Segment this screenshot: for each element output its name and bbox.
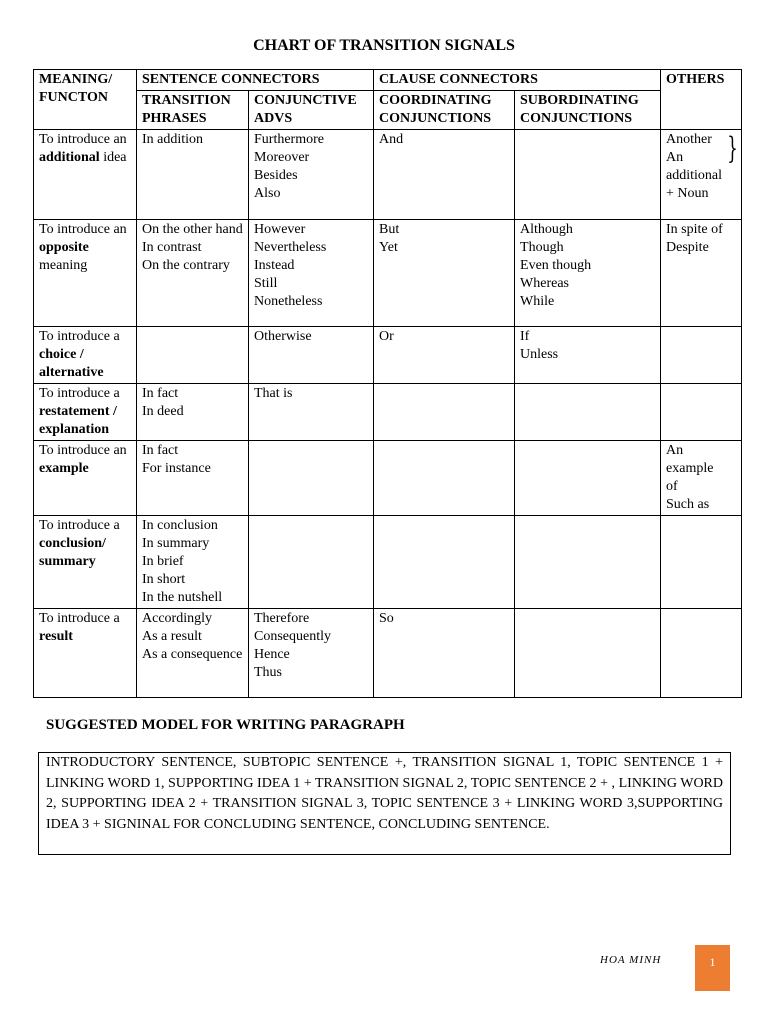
conjunctive-adverb: Hence [254, 647, 290, 662]
conjunctive-adverb: Besides [254, 168, 298, 183]
other-signal-cell [661, 220, 742, 327]
other-signal-cell [661, 441, 742, 516]
other-signal: An [666, 150, 684, 165]
transition-phrase: In fact [142, 443, 179, 458]
other-signal: An [666, 443, 684, 458]
coordinating-conjunction: But [379, 222, 400, 237]
coordinating-conjunction: So [379, 611, 394, 626]
page-number-badge [695, 945, 730, 991]
other-signal: Such as [666, 497, 710, 512]
meaning-prefix: To introduce an [39, 132, 127, 147]
meaning-prefix: To introduce a [39, 329, 120, 344]
meaning-keyword: example [39, 461, 89, 476]
table-row [34, 516, 742, 609]
meaning-cell [34, 220, 137, 327]
meaning-prefix: To introduce a [39, 518, 120, 533]
transition-phrase: As a result [142, 629, 202, 644]
transition-phrase: On the contrary [142, 258, 230, 273]
conjunctive-adverb: Instead [254, 258, 295, 273]
conjunctive-adverb: Moreover [254, 150, 310, 165]
subordinating-conjunction: Unless [520, 347, 559, 362]
table-row [34, 609, 742, 698]
coordinating-conjunction-cell [374, 130, 515, 220]
transition-phrase-cell [137, 516, 249, 609]
meaning-suffix: meaning [39, 258, 88, 273]
header-coordinating: COORDINATING CONJUNCTIONS [374, 91, 515, 130]
transition-phrase: In summary [142, 536, 210, 551]
meaning-keyword: choice / alternative [39, 347, 104, 380]
subordinating-conjunction: Although [520, 222, 573, 237]
page-number: 1 [709, 955, 716, 969]
other-signal-cell [661, 384, 742, 441]
coordinating-conjunction-cell [374, 516, 515, 609]
transition-phrase: For instance [142, 461, 211, 476]
meaning-keyword: restatement / explanation [39, 404, 117, 437]
coordinating-conjunction-cell [374, 609, 515, 698]
conjunctive-adverb-cell [249, 130, 374, 220]
other-signal: of [666, 479, 678, 494]
subordinating-conjunction: Though [520, 240, 564, 255]
other-signal: Despite [666, 240, 709, 255]
subordinating-conjunction: Whereas [520, 276, 569, 291]
other-signal: example [666, 461, 714, 476]
conjunctive-adverb: Nonetheless [254, 294, 323, 309]
transition-phrase: In the nutshell [142, 590, 223, 605]
other-signal: + Noun [666, 186, 709, 201]
header-transition-phrases: TRANSITION PHRASES [137, 91, 249, 130]
table-row [34, 327, 742, 384]
other-signal-cell [661, 130, 742, 220]
meaning-cell [34, 384, 137, 441]
coordinating-conjunction-cell [374, 327, 515, 384]
other-signal: In spite of [666, 222, 723, 237]
other-signal-cell [661, 516, 742, 609]
footer-author: HOA MINH [600, 954, 662, 966]
conjunctive-adverb: Still [254, 276, 278, 291]
coordinating-conjunction-cell [374, 220, 515, 327]
conjunctive-adverb-cell [249, 516, 374, 609]
coordinating-conjunction-cell [374, 384, 515, 441]
meaning-prefix: To introduce an [39, 222, 127, 237]
conjunctive-adverb: Otherwise [254, 329, 312, 344]
transition-phrase: In conclusion [142, 518, 218, 533]
subordinating-conjunction-cell [515, 609, 661, 698]
coordinating-conjunction: Yet [379, 240, 398, 255]
meaning-prefix: To introduce a [39, 386, 120, 401]
transition-phrase: In deed [142, 404, 184, 419]
transition-phrase: As a consequence [142, 647, 243, 662]
transition-phrase-cell [137, 220, 249, 327]
meaning-cell [34, 516, 137, 609]
transition-phrase: In short [142, 572, 186, 587]
header-conjunctive-advs: CONJUNCTIVE ADVS [249, 91, 374, 130]
transition-phrase-cell [137, 327, 249, 384]
model-paragraph-text: INTRODUCTORY SENTENCE, SUBTOPIC SENTENCE +, TRANSITION SIGNAL 1, TOPIC SENTENCE 1 + LINKING WORD 1, SUPPORTING IDEA 1 + TRANSITION SIGNAL 2, TOPIC SENTENCE 2 + , LINKING WORD 2, SUPPORTING IDEA 2 + TRANSITION SIGNAL 3, TOPIC SENTENCE 3 + LINKING WORD 3,SUPPORTING IDEA 3 + SIGNINAL FOR CONCLUDING SENTENCE, CONCLUDING SENTENCE. [46, 755, 723, 832]
header-meaning: MEANING/ FUNCTON [34, 70, 137, 130]
subordinating-conjunction: If [520, 329, 530, 344]
header-others: OTHERS [661, 70, 742, 130]
subordinating-conjunction-cell [515, 384, 661, 441]
coordinating-conjunction: And [379, 132, 404, 147]
page-title: CHART OF TRANSITION SIGNALS [253, 37, 515, 54]
table-row [34, 441, 742, 516]
meaning-keyword: additional [39, 150, 100, 165]
transition-phrase: In fact [142, 386, 179, 401]
meaning-keyword: conclusion/ summary [39, 536, 106, 569]
conjunctive-adverb-cell [249, 220, 374, 327]
transition-phrase: In brief [142, 554, 184, 569]
subordinating-conjunction-cell [515, 327, 661, 384]
header-subordinating: SUBORDINATING CONJUNCTIONS [515, 91, 661, 130]
meaning-prefix: To introduce a [39, 611, 120, 626]
other-signal-cell [661, 609, 742, 698]
curly-brace-icon: } [727, 131, 738, 166]
conjunctive-adverb: However [254, 222, 306, 237]
other-signal: additional [666, 168, 723, 183]
transition-phrase: Accordingly [142, 611, 212, 626]
conjunctive-adverb: Also [254, 186, 281, 201]
subordinating-conjunction-cell [515, 130, 661, 220]
meaning-cell [34, 609, 137, 698]
conjunctive-adverb: Nevertheless [254, 240, 327, 255]
meaning-cell [34, 441, 137, 516]
meaning-cell [34, 327, 137, 384]
conjunctive-adverb: Furthermore [254, 132, 324, 147]
subordinating-conjunction-cell [515, 220, 661, 327]
transition-phrase-cell [137, 384, 249, 441]
conjunctive-adverb-cell [249, 609, 374, 698]
meaning-prefix: To introduce an [39, 443, 127, 458]
other-signal: Another [666, 132, 712, 147]
table-row [34, 384, 742, 441]
subordinating-conjunction: While [520, 294, 555, 309]
conjunctive-adverb-cell [249, 327, 374, 384]
conjunctive-adverb: Thus [254, 665, 282, 680]
transition-phrase-cell [137, 441, 249, 516]
transition-signals-table [33, 69, 742, 698]
subordinating-conjunction: Even though [520, 258, 592, 273]
coordinating-conjunction-cell [374, 441, 515, 516]
header-clause-connectors: CLAUSE CONNECTORS [374, 70, 661, 91]
conjunctive-adverb-cell [249, 441, 374, 516]
transition-phrase-cell [137, 130, 249, 220]
conjunctive-adverb: That is [254, 386, 293, 401]
transition-phrase: In contrast [142, 240, 202, 255]
section-heading: SUGGESTED MODEL FOR WRITING PARAGRAPH [46, 717, 405, 733]
conjunctive-adverb: Therefore [254, 611, 310, 626]
transition-phrase-cell [137, 609, 249, 698]
conjunctive-adverb: Consequently [254, 629, 331, 644]
subordinating-conjunction-cell [515, 441, 661, 516]
meaning-keyword: result [39, 629, 73, 644]
table-row [34, 220, 742, 327]
meaning-cell [34, 130, 137, 220]
model-paragraph-box [38, 752, 731, 855]
table-row [34, 130, 742, 220]
conjunctive-adverb-cell [249, 384, 374, 441]
meaning-keyword: opposite [39, 240, 89, 255]
transition-phrase: On the other hand [142, 222, 243, 237]
transition-phrase: In addition [142, 132, 204, 147]
coordinating-conjunction: Or [379, 329, 394, 344]
subordinating-conjunction-cell [515, 516, 661, 609]
meaning-suffix: idea [103, 150, 127, 165]
header-sentence-connectors: SENTENCE CONNECTORS [137, 70, 374, 91]
other-signal-cell [661, 327, 742, 384]
